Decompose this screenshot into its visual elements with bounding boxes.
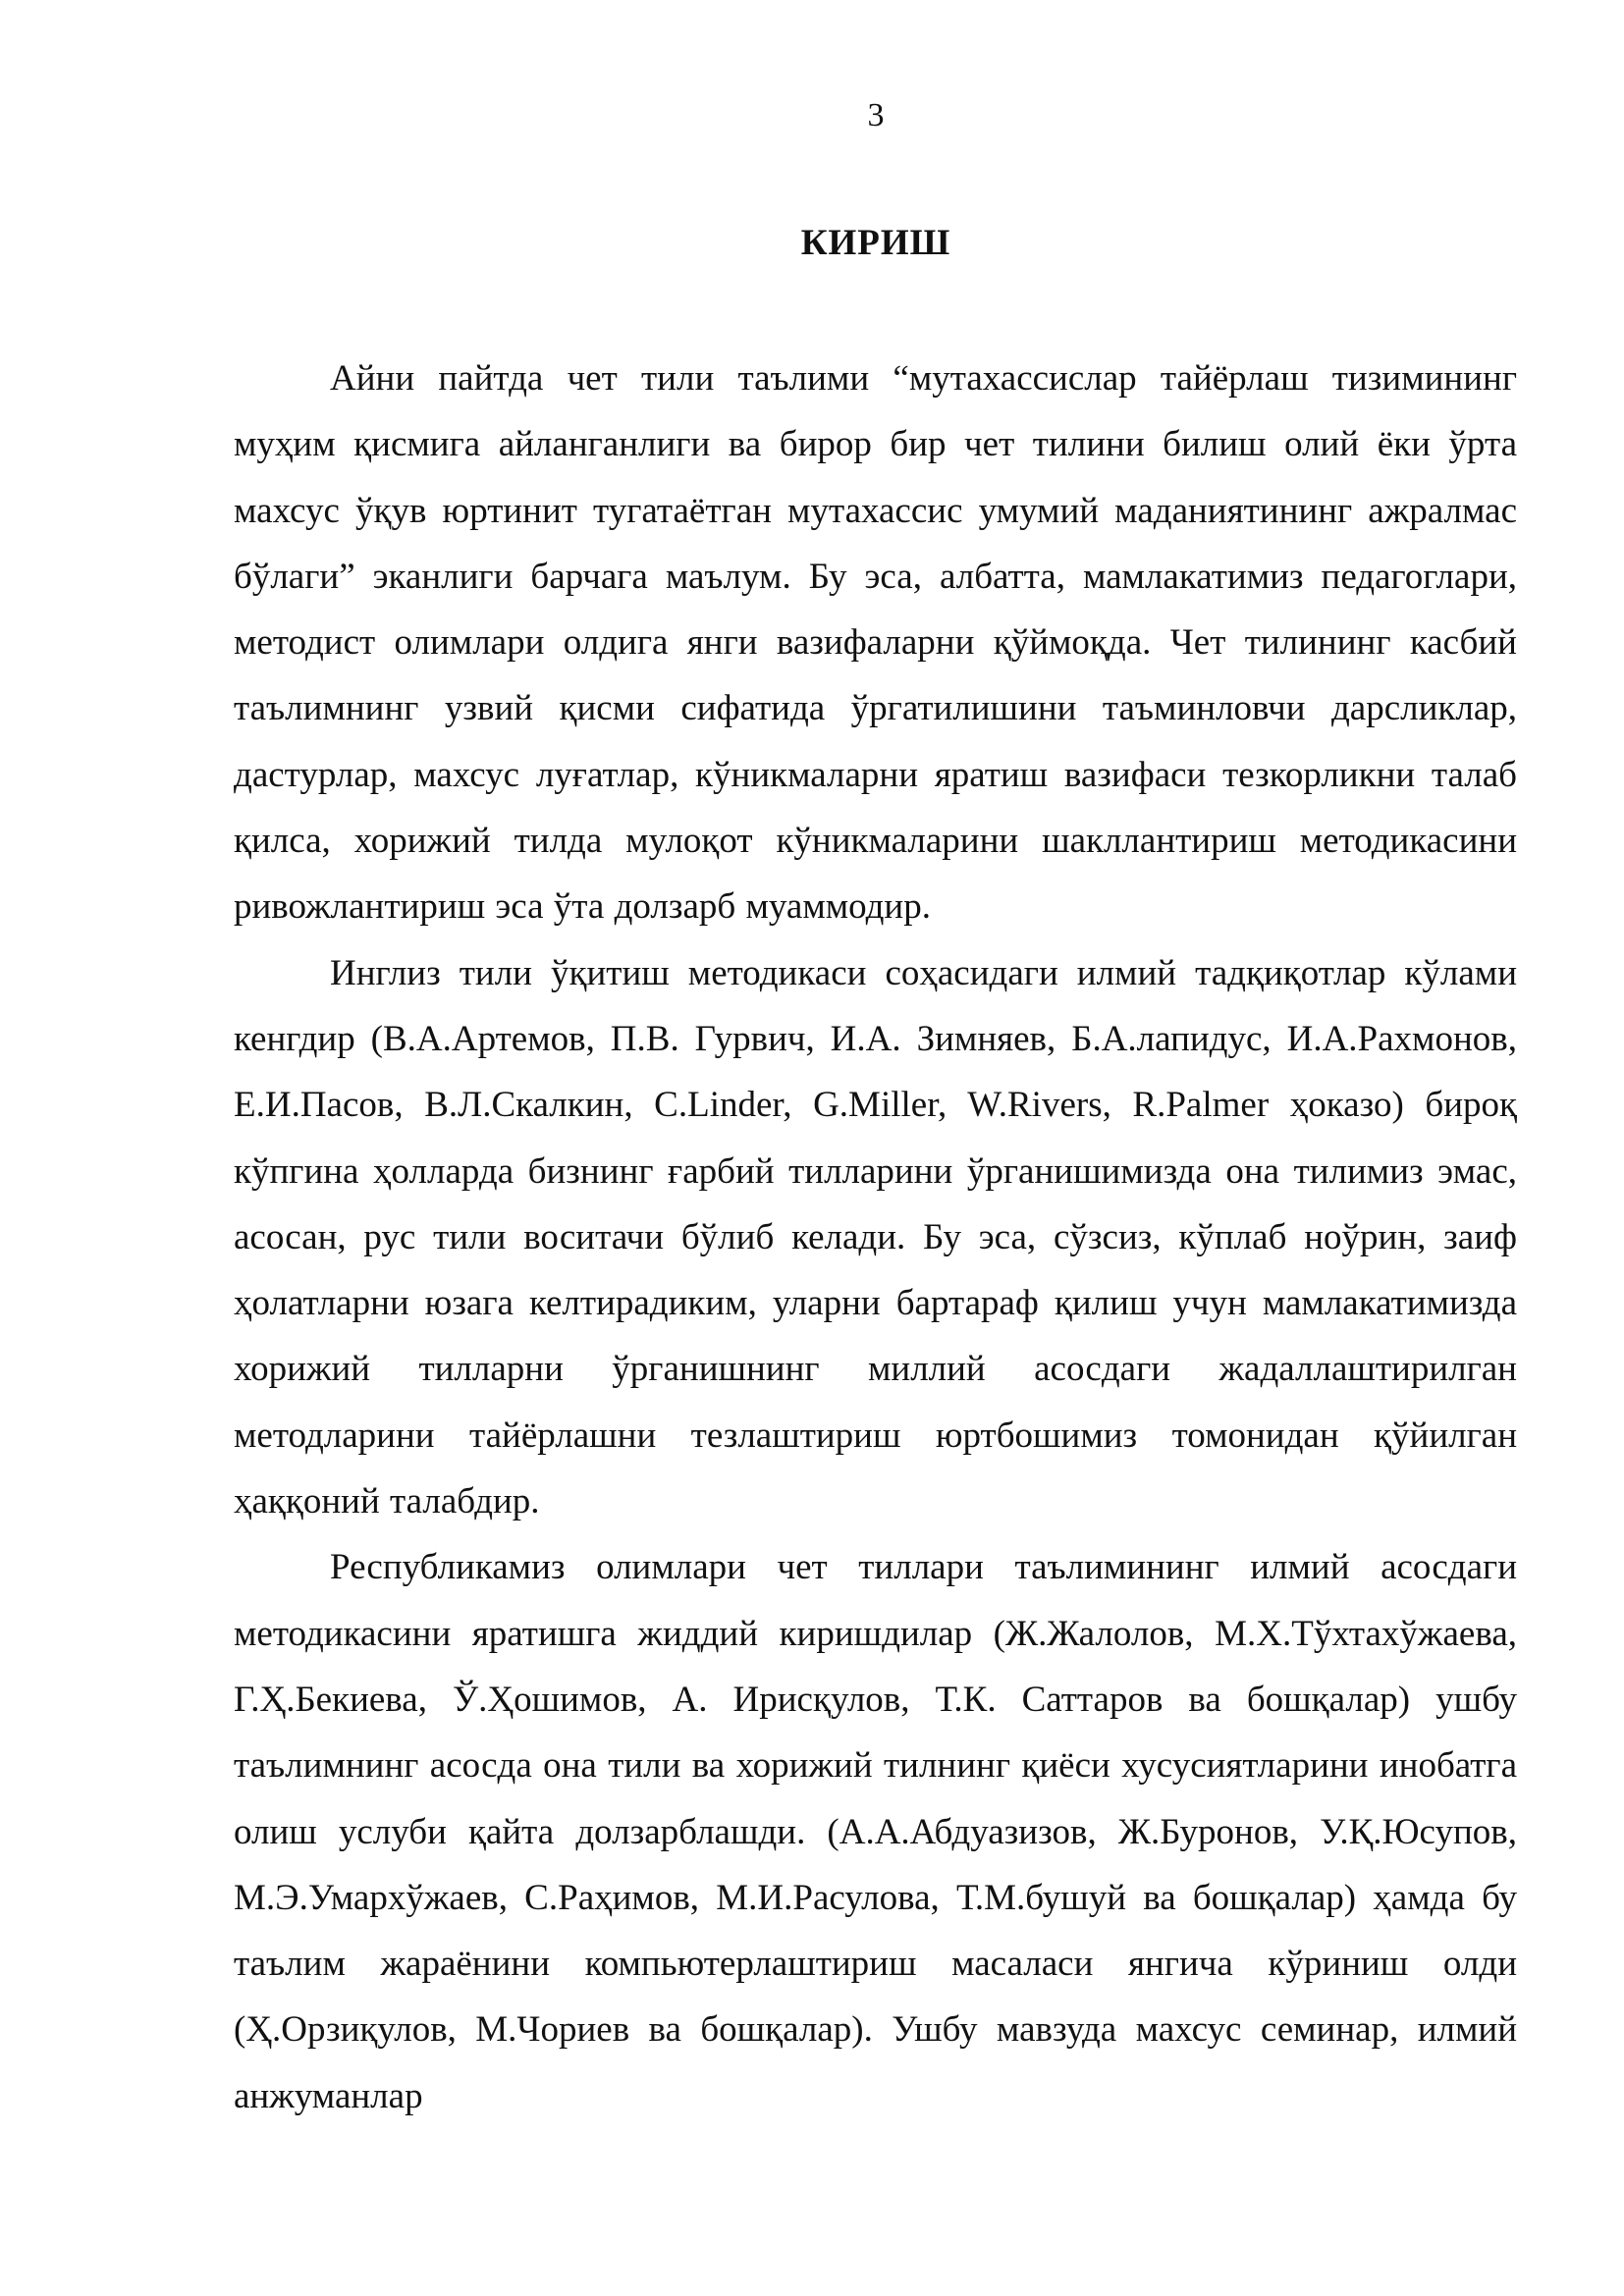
- body-text: [234, 346, 1517, 2129]
- page-number: 3: [867, 97, 885, 133]
- paragraph-3: Республикамиз олимлари чет тиллари таълимининг илмий асосдаги методикасини яратишга жиддий киришдилар (Ж.Жалолов, М.Х.Тўхтахўжаева, Г.Ҳ.Бекиева, Ў.Ҳошимов, А. Ирисқулов, Т.К. Саттаров ва бошқалар) ушбу таълимнинг асосда она тили ва хорижий тилнинг қиёси хусусиятларини инобатга олиш услуби қайта долзарблашди. (А.А.Абдуазизов, Ж.Буронов, У.Қ.Юсупов, М.Э.Умархўжаев, С.Раҳимов, М.И.Расулова, Т.М.бушуй ва бошқалар) ҳамда бу таълим жараёнини компьютерлаштириш масаласи янгича кўриниш олди (Ҳ.Орзиқулов, М.Чориев ва бошқалар). Ушбу мавзуда махсус семинар, илмий анжуманлар: [234, 1547, 1517, 2116]
- paragraph-1: Айни пайтда чет тили таълими “мутахассислар тайёрлаш тизимининг муҳим қисмига айланганлиги ва бирор бир чет тилини билиш олий ёки ўрта махсус ўқув юртинит тугатаётган мутахассис умумий маданиятининг ажралмас бўлаги” эканлиги барчага маълум. Бу эса, албатта, мамлакатимиз педагоглари, методист олимлари олдига янги вазифаларни қўймоқда. Чет тилининг касбий таълимнинг узвий қисми сифатида ўргатилишини таъминловчи дарсликлар, дастурлар, махсус луғатлар, кўникмаларни яратиш вазифаси тезкорликни талаб қилса, хорижий тилда мулоқот кўникмаларини шакллантириш методикасини ривожлантириш эса ўта долзарб муаммодир.: [234, 358, 1517, 928]
- paragraph-2: Инглиз тили ўқитиш методикаси соҳасидаги илмий тадқиқотлар кўлами кенгдир (В.А.Артемов, П.В. Гурвич, И.А. Зимняев, Б.А.лапидус, И.А.Рахмонов, Е.И.Пасов, В.Л.Скалкин, C.Linder, G.Miller, W.Rivers, R.Palmer ҳоказо) бироқ кўпгина ҳолларда бизнинг ғарбий тилларини ўрганишимизда она тилимиз эмас, асосан, рус тили воситачи бўлиб келади. Бу эса, сўзсиз, кўплаб ноўрин, заиф ҳолатларни юзага келтирадиким, уларни бартараф қилиш учун мамлакатимизда хорижий тилларни ўрганишнинг миллий асосдаги жадаллаштирилган методларини тайёрлашни тезлаштириш юртбошимиз томонидан қўйилган ҳаққоний талабдир.: [234, 952, 1517, 1522]
- section-heading: КИРИШ: [800, 223, 951, 263]
